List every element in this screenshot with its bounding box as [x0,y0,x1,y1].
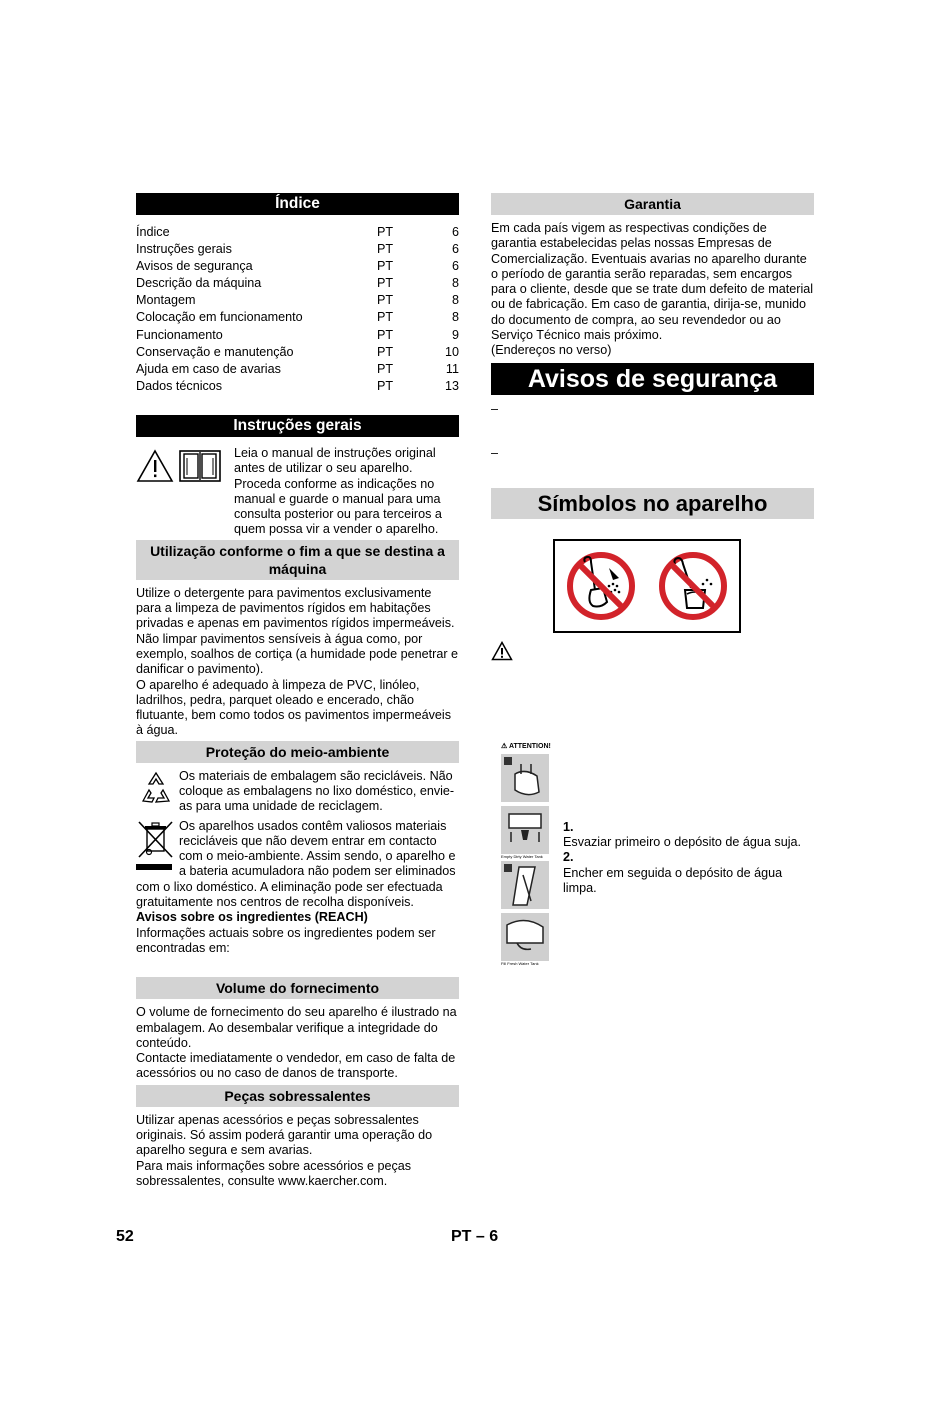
toc-entry-page: 9 [451,327,459,342]
right-column [491,193,814,967]
delivery-p1: O volume de fornecimento do seu aparelho é ilustrado na embalagem. Ao desembalar verifique a integridade do conteúdo. [136,1005,457,1050]
toc-entry-lang: PT [377,361,394,376]
toc-entry-page: 11 [445,361,459,376]
tank-steps [563,820,815,896]
crossed-out-bin-icon [136,819,176,873]
intro-icons [136,446,234,538]
step-2-text: Encher em seguida o depósito de água limpa. [563,865,783,895]
toc-entry-title: Ajuda em caso de avarias [136,361,281,376]
no-shower-icon [565,550,637,622]
no-immersion-icon [657,550,729,622]
warning-triangle-small-icon [491,641,513,661]
disposal-text: Os aparelhos usados contêm valiosos materiais recicláveis que não devem entrar em contacto com o meio-ambiente. Assim sendo, o aparelho e a bateria acumuladora não podem ser eliminados com o lixo doméstico. A eliminação pode ser efectuada gratuitamente nos centros de recolha disponíveis. [136,818,456,910]
disposal-block [136,819,459,957]
attention-label: ⚠ ATTENTION! [501,742,551,750]
delivery-p2: Contacte imediatamente o vendedor, em caso de falta de acessórios ou no caso de danos de transporte. [136,1051,456,1081]
tank-instructions [491,742,814,967]
left-column [136,193,459,1189]
toc-row [136,344,459,361]
toc-entry-page: 8 [451,293,459,308]
toc-entry-lang: PT [377,276,394,291]
toc-row [136,241,459,258]
step-1-text: Esvaziar primeiro o depósito de água suja. [563,834,802,849]
toc-entry-title: Instruções gerais [136,242,232,257]
toc-entry-title: Colocação em funcionamento [136,310,303,325]
step-1-number: 1. [563,819,574,834]
general-intro-text: Leia o manual de instruções original antes de utilizar o seu aparelho. Proceda conforme as indicações no manual e guarde o manual para uma consulta posterior ou para terceiros a quem possa vir a vender o aparelho. [234,445,442,537]
delivery-heading: Volume do fornecimento [136,977,459,999]
fill-fresh-tank-label: Fill Fresh Water Tank [501,960,539,966]
toc-entry-title: Avisos de segurança [136,259,253,274]
toc-entry-lang: PT [377,344,394,359]
warranty-p2: (Endereços no verso) [491,343,612,358]
environment-heading: Proteção do meio-ambiente [136,741,459,763]
fresh-water-tank-icon [501,913,549,961]
prohibition-symbols-box [553,539,741,633]
safety-dash-1: – [491,401,499,416]
reach-text: Informações actuais sobre os ingredientes podem ser encontradas em: [136,925,436,955]
toc-entry-lang: PT [377,293,394,308]
toc-entry-page: 10 [444,344,459,359]
recycling-text: Os materiais de embalagem são recicláveis. Não coloque as embalagens no lixo doméstico, envie-as para uma unidade de reciclagem. [179,768,455,814]
reach-title: Avisos sobre os ingredientes (REACH) [136,910,368,925]
step-2-number: 2. [563,850,574,865]
intended-use-p3: O aparelho é adequado à limpeza de PVC, linóleo, ladrilhos, pedra, parquet oleado e encerado, chão flutuante, bem como todos os pavimentos impermeáveis à água. [136,677,451,738]
toc-entry-page: 8 [451,310,459,325]
warranty-heading: Garantia [491,193,814,215]
toc-entry-title: Montagem [136,293,196,308]
intended-use-p1: Utilize o detergente para pavimentos exclusivamente para a limpeza de pavimentos rígidos em habitações privadas e apenas em pavimentos rígidos impermeáveis. [136,585,455,631]
section-page-label: PT – 6 [451,1228,499,1245]
toc-entry-page: 6 [451,242,459,257]
recycling-block [136,769,459,815]
general-instructions-heading: Instruções gerais [136,415,459,437]
toc-entry-page: 13 [444,378,459,393]
toc-entry-page: 8 [451,276,459,291]
empty-tank-step-icon [501,754,549,802]
toc-entry-title: Descrição da máquina [136,276,262,291]
toc-entry-lang: PT [377,225,394,239]
page-number: 52 [116,1228,134,1245]
toc-row [136,275,459,292]
toc-entry-page: 6 [451,259,459,274]
spare-parts-p2: Para mais informações sobre acessórios e peças sobressalentes, consulte www.kaercher.com. [136,1158,412,1188]
empty-dirty-tank-label: Empty Dirty Water Tank [501,853,543,859]
toc-entry-lang: PT [377,327,394,342]
attention-sticker [501,742,551,966]
fill-tank-step-icon [501,861,549,909]
toc-entry-lang: PT [377,310,394,325]
toc-entry-title: Conservação e manutenção [136,344,294,359]
warning-triangle-icon [136,449,174,483]
toc-row [136,224,459,241]
recycling-icon [136,769,176,809]
manual-book-icon [179,449,221,483]
dirty-water-tank-icon [501,806,549,854]
toc-row [136,361,459,378]
intended-use-heading: Utilização conforme o fim a que se destina a máquina [136,540,459,580]
safety-heading: Avisos de segurança [491,363,814,395]
toc-entry-lang: PT [377,242,394,257]
spare-parts-p1: Utilizar apenas acessórios e peças sobressalentes originais. Só assim poderá garantir uma operação do aparelho segura e sem avarias. [136,1112,433,1158]
intended-use-p2: Não limpar pavimentos sensíveis à água como, por exemplo, soalhos de cortiça (a humidade pode penetrar e danificar o pavimento). [136,631,459,677]
toc-row [136,327,459,344]
spare-parts-heading: Peças sobressalentes [136,1085,459,1107]
table-of-contents [136,224,459,395]
index-heading: Índice [136,193,459,215]
toc-row [136,309,459,326]
toc-row [136,258,459,275]
toc-entry-title: Dados técnicos [136,378,223,393]
toc-entry-lang: PT [377,378,394,393]
safety-dash-2: – [491,445,499,460]
toc-entry-lang: PT [377,259,394,274]
toc-row [136,378,459,395]
symbols-heading: Símbolos no aparelho [491,488,814,519]
toc-entry-title: Índice [136,225,170,239]
toc-row [136,292,459,309]
general-intro [136,446,459,538]
toc-entry-title: Funcionamento [136,327,223,342]
warranty-p1: Em cada país vigem as respectivas condições de garantia estabelecidas pelas nossas Empresas de Comercialização. Eventuais avarias no aparelho durante o período de garantia serão reparadas, sem encargos para o cliente, desde que se trate dum defeito de material ou de fabricação. Em caso de garantia, dirija-se, munido do documento de compra, ao seu revendedor ou ao Serviço Técnico mais próximo. [491,221,814,343]
toc-entry-page: 6 [451,225,459,239]
